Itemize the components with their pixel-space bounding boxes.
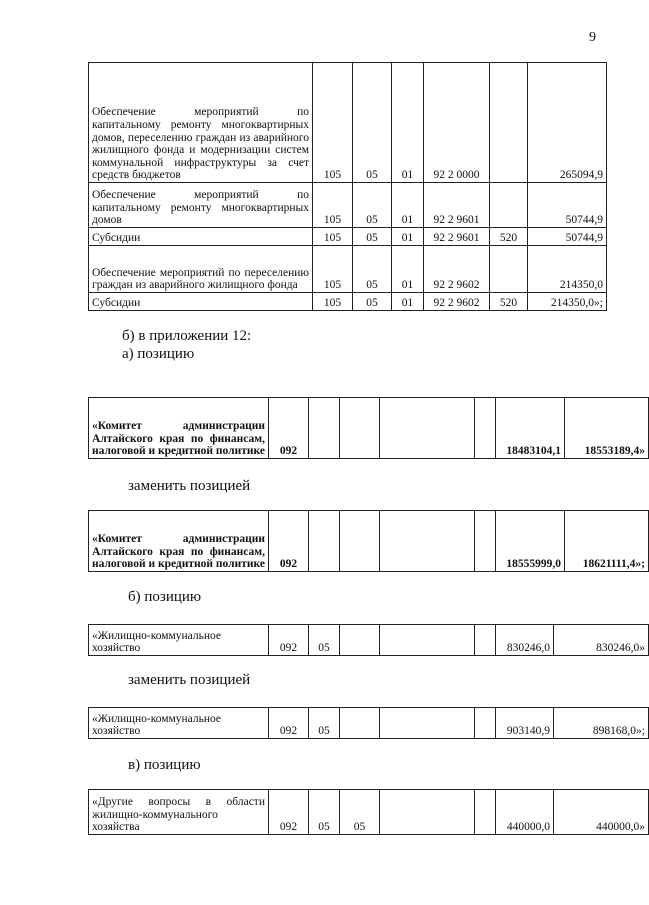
row-name: «Другие вопросы в области жилищно-коммунального хозяйства [89, 790, 269, 835]
cell-ministry: 092 [269, 790, 309, 835]
cell-ministry: 105 [313, 63, 353, 183]
cell-subsection: 01 [392, 63, 424, 183]
position-table-a-new [88, 510, 649, 572]
table-row [89, 708, 649, 739]
cell-type: 520 [490, 228, 528, 246]
cell-target: 92 2 9602 [424, 293, 490, 311]
cell-section: 05 [353, 246, 392, 293]
cell-subsection: 01 [392, 293, 424, 311]
cell-type [475, 790, 496, 835]
cell-amount-year-2: 898168,0»; [554, 708, 649, 739]
cell-type [475, 708, 496, 739]
row-name: Обеспечение мероприятий по переселению граждан из аварийного жилищного фонда [89, 246, 313, 293]
cell-amount-year-1: 440000,0 [496, 790, 554, 835]
cell-type [475, 398, 496, 459]
cell-type [490, 183, 528, 228]
table-row [89, 293, 607, 311]
cell-subsection: 01 [392, 183, 424, 228]
row-name: «Жилищно-коммунальное хозяйство [89, 708, 269, 739]
cell-amount-year-1: 18555999,0 [496, 511, 565, 572]
budget-table-top [88, 62, 607, 311]
paragraph-b-position: б) позицию [128, 589, 202, 605]
cell-type [475, 625, 496, 656]
cell-type: 520 [490, 293, 528, 311]
row-name: Обеспечение мероприятий по капитальному ремонту многоквартирных домов [89, 183, 313, 228]
cell-amount-year-2: 440000,0» [554, 790, 649, 835]
position-table-b-new [88, 707, 649, 739]
cell-subsection: 05 [340, 790, 380, 835]
cell-subsection: 01 [392, 228, 424, 246]
cell-target: 92 2 9601 [424, 228, 490, 246]
cell-ministry: 092 [269, 625, 309, 656]
table-row [89, 398, 649, 459]
cell-section [309, 398, 340, 459]
cell-target: 92 2 9601 [424, 183, 490, 228]
cell-amount: 50744,9 [528, 183, 607, 228]
row-name: «Комитет администрации Алтайского края по финансам, налоговой и кредитной политике [89, 511, 269, 572]
cell-section: 05 [353, 183, 392, 228]
cell-amount-year-2: 830246,0» [554, 625, 649, 656]
cell-amount: 214350,0 [528, 246, 607, 293]
table-row [89, 63, 607, 183]
table-row [89, 511, 649, 572]
paragraph-a-position: а) позицию [122, 346, 195, 362]
cell-amount-year-2: 18621111,4»; [565, 511, 649, 572]
row-name: Субсидии [89, 293, 313, 311]
cell-subsection [340, 708, 380, 739]
cell-ministry: 092 [269, 708, 309, 739]
cell-target [380, 790, 475, 835]
paragraph-appendix-12: б) в приложении 12: [122, 328, 252, 344]
cell-section: 05 [309, 625, 340, 656]
cell-section: 05 [353, 228, 392, 246]
cell-section [309, 511, 340, 572]
cell-ministry: 105 [313, 228, 353, 246]
cell-amount: 265094,9 [528, 63, 607, 183]
position-table-b-old [88, 624, 649, 656]
cell-subsection: 01 [392, 246, 424, 293]
row-name: «Жилищно-коммунальное хозяйство [89, 625, 269, 656]
cell-target [380, 708, 475, 739]
cell-type [475, 511, 496, 572]
cell-ministry: 105 [313, 293, 353, 311]
cell-target: 92 2 9602 [424, 246, 490, 293]
row-name: Обеспечение мероприятий по капитальному ремонту многоквартирных домов, переселению граждан из аварийного жилищного фонда и модернизации систем коммунальной инфраструктуры за счет средств бюджетов [89, 63, 313, 183]
page-number: 9 [589, 30, 596, 45]
cell-subsection [340, 398, 380, 459]
cell-ministry: 105 [313, 246, 353, 293]
cell-ministry: 092 [269, 511, 309, 572]
cell-amount: 50744,9 [528, 228, 607, 246]
cell-section: 05 [353, 293, 392, 311]
row-name: «Комитет администрации Алтайского края по финансам, налоговой и кредитной политике [89, 398, 269, 459]
cell-amount-year-2: 18553189,4» [565, 398, 649, 459]
table-row [89, 228, 607, 246]
cell-section: 05 [309, 790, 340, 835]
cell-target [380, 511, 475, 572]
cell-target: 92 2 0000 [424, 63, 490, 183]
table-row [89, 246, 607, 293]
cell-ministry: 092 [269, 398, 309, 459]
cell-amount-year-1: 830246,0 [496, 625, 554, 656]
paragraph-replace-1: заменить позицией [128, 478, 251, 494]
cell-subsection [340, 511, 380, 572]
cell-section: 05 [353, 63, 392, 183]
row-name: Субсидии [89, 228, 313, 246]
table-row [89, 625, 649, 656]
cell-subsection [340, 625, 380, 656]
cell-amount: 214350,0»; [528, 293, 607, 311]
cell-target [380, 625, 475, 656]
paragraph-replace-2: заменить позицией [128, 672, 251, 688]
position-table-c-old [88, 789, 649, 835]
cell-type [490, 63, 528, 183]
cell-type [490, 246, 528, 293]
cell-ministry: 105 [313, 183, 353, 228]
cell-target [380, 398, 475, 459]
table-row [89, 790, 649, 835]
cell-section: 05 [309, 708, 340, 739]
position-table-a-old [88, 397, 649, 459]
cell-amount-year-1: 903140,9 [496, 708, 554, 739]
cell-amount-year-1: 18483104,1 [496, 398, 565, 459]
paragraph-v-position: в) позицию [128, 757, 201, 773]
table-row [89, 183, 607, 228]
